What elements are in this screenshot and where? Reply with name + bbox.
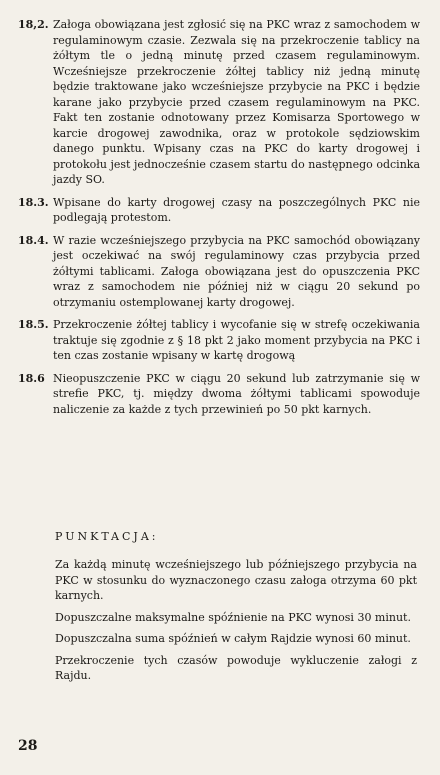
- rule-number: 18.4.: [18, 233, 49, 247]
- rule-text: W razie wcześniejszego przybycia na PKC samochód obowiązany jest oczekiwać na swój regulaminowy czas przybycia przed żółtymi tablicami. Załoga obowiązana jest do opuszczenia PKC wraz z samochodem nie później niż w ciągu 20 sekund po otrzymaniu ostemplowanej karty drogowej.: [53, 233, 420, 309]
- rule-text: Załoga obowiązana jest zgłosić się na PKC wraz z samochodem w regulaminowym czasie. Zezwala się na przekroczenie tablicy na żółtym tle o jedną minutę przed czasem regulaminowym. Wcześniejsze przekroczenie żółtej tablicy niż jedną minutę będzie traktowane jako wcześniejsze przybycie na PKC i będzie karane jako przybycie przed czasem regulaminowym na PKC. Fakt ten zostanie odnotowany przez Komisarza Sportowego w karcie drogowej zawodnika, oraz w protokole sędziowskim danego punktu. Wpisany czas na PKC do karty drogowej i protokołu jest jednocześnie czasem startu do następnego odcinka jazdy SO.: [53, 18, 420, 186]
- scoring-heading: PUNKTACJA:: [55, 530, 159, 543]
- scoring-paragraph: Przekroczenie tych czasów powoduje wykluczenie załogi z Rajdu.: [55, 653, 417, 682]
- rule-text: Wpisane do karty drogowej czasy na poszczególnych PKC nie podlegają protestom.: [53, 195, 420, 224]
- rule-item: [18, 195, 420, 226]
- rule-text: Nieopuszczenie PKC w ciągu 20 sekund lub zatrzymanie się w strefie PKC, tj. między dwoma żółtymi tablicami spowoduje naliczenie za każde z tych przewinień po 50 pkt karnych.: [53, 371, 420, 416]
- scoring-paragraph: Za każdą minutę wcześniejszego lub późniejszego przybycia na PKC w stosunku do wyznaczonego czasu załoga otrzyma 60 pkt karnych.: [55, 558, 417, 602]
- rule-item: [18, 371, 420, 418]
- rule-item: [18, 233, 420, 311]
- rule-text: Przekroczenie żółtej tablicy i wycofanie się w strefę oczekiwania traktuje się zgodnie z § 18 pkt 2 jako moment przybycia na PKC i ten czas zostanie wpisany w kartę drogową: [53, 318, 420, 362]
- rule-item: [18, 17, 420, 188]
- scoring-section: [55, 557, 417, 690]
- scoring-paragraph: Dopuszczalna suma spóźnień w całym Rajdzie wynosi 60 minut.: [55, 632, 411, 645]
- rule-number: 18.3.: [18, 195, 49, 209]
- rule-list: [18, 17, 420, 424]
- rule-number: 18,2.: [18, 18, 49, 31]
- scoring-paragraph: Dopuszczalne maksymalne spóźnienie na PKC wynosi 30 minut.: [55, 610, 411, 624]
- page-number: 28: [18, 738, 38, 754]
- rule-item: [18, 317, 420, 364]
- rule-number: 18.5.: [18, 318, 49, 331]
- rule-number: 18.6: [18, 371, 45, 385]
